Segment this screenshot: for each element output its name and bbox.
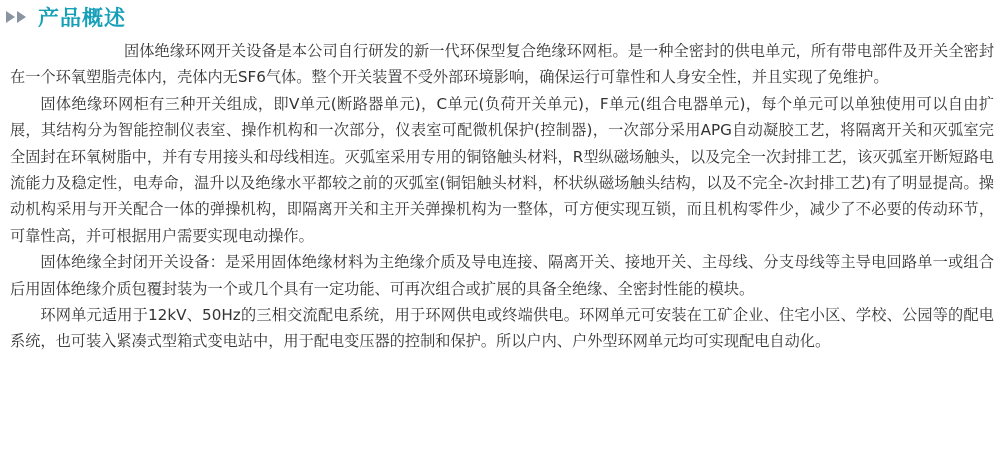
paragraph-definition: 固体绝缘全封闭开关设备：是采用固体绝缘材料为主绝缘介质及导电连接、隔离开关、接地开关、主母线、分支母线等主导电回路单一或组合后用固体绝缘介质包覆封装为一个或几个具有一定功能、可再次组合或扩展的具备全绝缘、全密封性能的模块。 [10, 253, 994, 298]
paragraph-overview: 固体绝缘环网开关设备是本公司自行研发的新一代环保型复合绝缘环网柜。是一种全密封的供电单元，所有带电部件及开关全密封在一个环氧塑脂壳体内，壳体内无SF6气体。整个开关装置不受外部环境影响，确保运行可靠性和人身安全性，并且实现了免维护。 [10, 42, 994, 87]
section-title: 产品概述 [38, 6, 126, 30]
section-heading [6, 2, 126, 32]
description-body [10, 38, 994, 355]
paragraph-application: 环网单元适用于12kV、50Hz的三相交流配电系统，用于环网供电或终端供电。环网单元可安装在工矿企业、住宅小区、学校、公园等的配电系统，也可装入紧凑式型箱式变电站中，用于配电变压器的控制和保护。所以户内、户外型环网单元均可实现配电自动化。 [10, 306, 994, 351]
double-arrow-icon [6, 11, 28, 23]
paragraph-structure: 固体绝缘环网柜有三种开关组成，即V单元(断路器单元)，C单元(负荷开关单元)，F单元(组合电器单元)，每个单元可以单独使用可以自由扩展，其结构分为智能控制仪表室、操作机构和一次部分，仪表室可配微机保护(控制器)，一次部分采用APG自动凝胶工艺，将隔离开关和灭弧室完全固封在环氧树脂中，并有专用接头和母线相连。灭弧室采用专用的铜铬触头材料，R型纵磁场触头，以及完全一次封排工艺，该灭弧室开断短路电流能力及稳定性，电寿命，温升以及绝缘水平都较之前的灭弧室(铜铝触头材料，杯状纵磁场触头结构，以及不完全-次封排工艺)有了明显提高。操动机构采用与开关配合一体的弹操机构，即隔离开关和主开关弹操机构为一整体，可方便实现互锁，而且机构零件少，减少了不必要的传动环节，可靠性高，并可根据用户需要实现电动操作。 [10, 94, 994, 245]
